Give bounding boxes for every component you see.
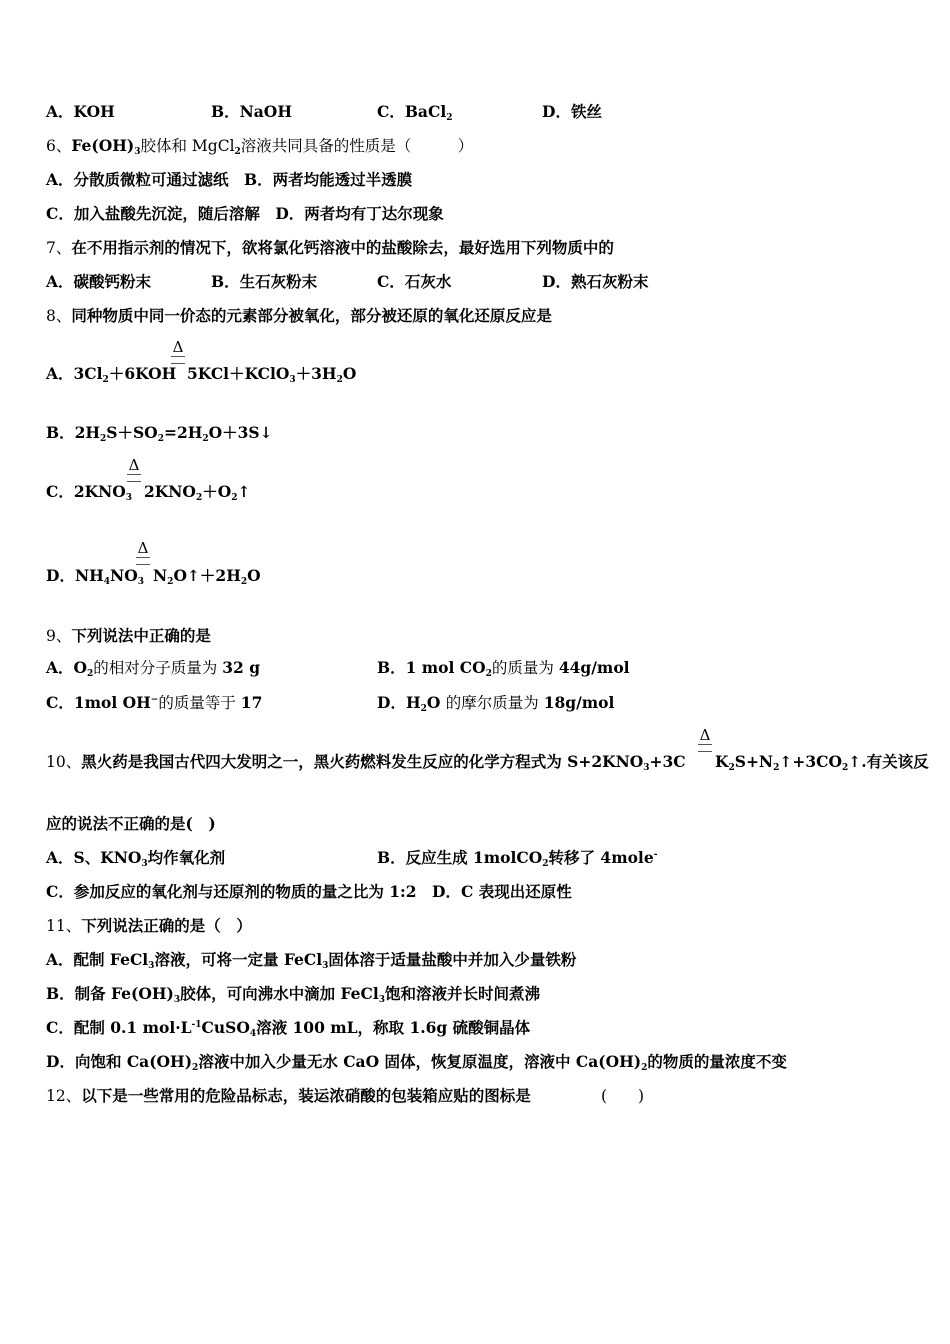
q10-delta-arrow: Δ [698,728,712,752]
q8-option-d: D．$NH_4NO_3$ $N_2O↑+2H_2O$ [46,566,261,587]
q5-option-c: C．BaCl$_2$ [377,102,453,123]
q8-c-delta-arrow: Δ [127,458,141,482]
q10-option-b: B．反应生成 1molCO$_2$转移了 4mole- [377,848,658,869]
q10-stem: 10、黑火药是我国古代四大发明之一，黑火药燃料发生反应的化学方程式为 $S+2KNO_3+3C$ $K_2S+N_2↑+3CO_2↑$.有关该反 [46,752,929,773]
q11-option-d: D．向饱和 $Ca(OH)_2$溶液中加入少量无水 CaO 固体，恢复原温度，溶液中 $Ca(OH)_2$的物质的量浓度不变 [46,1052,787,1073]
q10-options-cd: C．参加反应的氧化剂与还原剂的物质的量之比为 1:2 D．C 表现出还原性 [46,882,572,901]
q10-option-a: A．S、$KNO_3$均作氧化剂 [46,848,226,869]
q9-option-a: A．$O_2$的相对分子质量为 32 g [46,658,261,679]
q5-option-b: B．NaOH [211,102,292,121]
q11-option-a: A．配制 FeCl$_3$溶液，可将一定量 FeCl$_3$固体溶于适量盐酸中并加入少量铁粉 [46,950,577,971]
q10-stem-line2: 应的说法不正确的是( ) [46,814,216,833]
q9-stem: 9、下列说法中正确的是 [46,626,211,645]
q6-stem: 6、$Fe(OH)_3$胶体和 MgCl$_2$溶液共同具备的性质是（ ） [46,136,474,157]
q12-stem: 12、以下是一些常用的危险品标志，装运浓硝酸的包装箱应贴的图标是 ( ) [46,1086,645,1105]
q9-option-d: D．$H_2O$ 的摩尔质量为 18g/mol [377,693,615,714]
q8-option-b: B．$2H_2S+SO_2=2H_2O+3S↓$ [46,423,273,444]
q7-option-d: D．熟石灰粉末 [542,272,649,291]
q9-option-c: C．1mol OH−的质量等于 17 [46,693,263,712]
q9-option-b: B．1 mol $CO_2$的质量为 44g/mol [377,658,630,679]
q6-options-cd: C．加入盐酸先沉淀，随后溶解 D．两者均有丁达尔现象 [46,204,444,223]
q11-option-b: B．制备 $Fe(OH)_3$胶体，可向沸水中滴加 FeCl$_3$饱和溶液并长时间煮沸 [46,984,541,1005]
q5-option-d: D．铁丝 [542,102,602,121]
q11-option-c: C．配制 0.1 $mol\cdot L^{-1}CuSO_4$溶液 100 mL，称取 1.6g 硫酸铜晶体 [46,1018,531,1039]
q12-answer-paren: ( ) [601,1087,645,1105]
q7-option-c: C．石灰水 [377,272,452,291]
q8-option-a: A．$3Cl_2+6KOH$ $5KCl+KClO_3+3H_2O$ [46,364,357,385]
q7-stem: 7、在不用指示剂的情况下，欲将氯化钙溶液中的盐酸除去，最好选用下列物质中的 [46,238,614,257]
q8-d-delta-arrow: Δ [136,541,150,565]
q11-stem: 11、下列说法正确的是（ ） [46,916,252,935]
q8-option-c: C．$2KNO_3$ $2KNO_2+O_2↑$ [46,482,251,503]
q8-a-delta-arrow: Δ [171,340,185,364]
q5-option-a: A．KOH [46,102,115,121]
q8-stem: 8、同种物质中同一价态的元素部分被氧化，部分被还原的氧化还原反应是 [46,306,552,325]
q7-option-a: A．碳酸钙粉末 [46,272,152,291]
q6-options-ab: A．分散质微粒可通过滤纸 B．两者均能透过半透膜 [46,170,413,189]
q7-option-b: B．生石灰粉末 [211,272,318,291]
